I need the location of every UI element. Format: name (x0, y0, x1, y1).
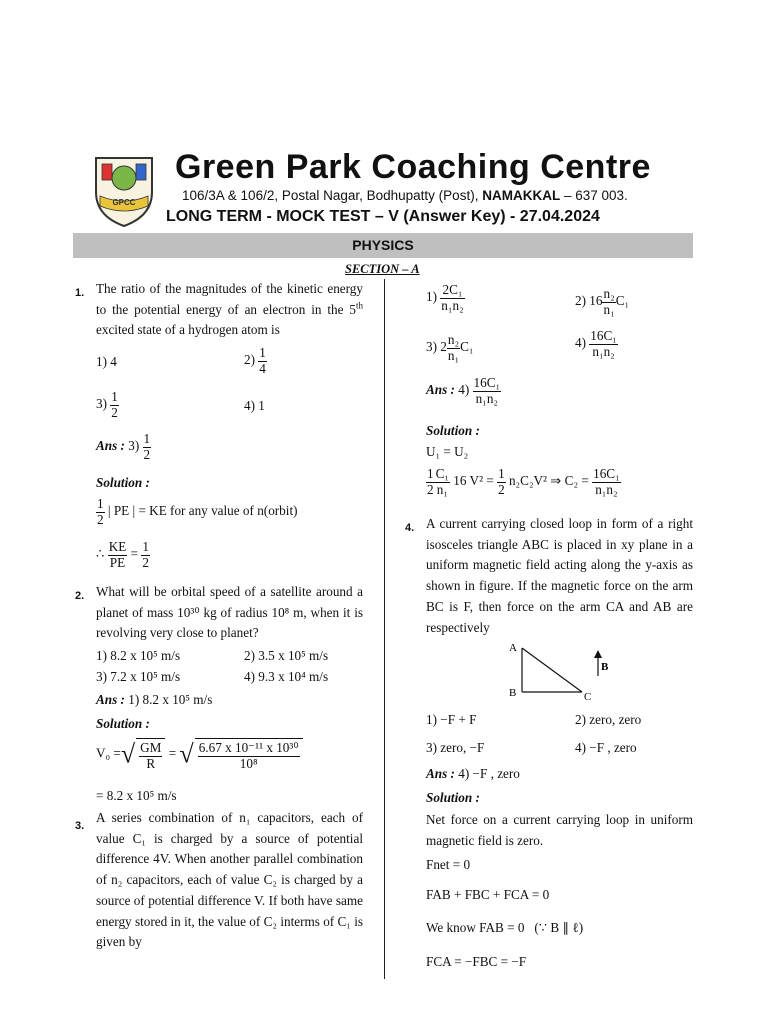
equals: = (165, 745, 180, 761)
numerator: 1 (259, 345, 266, 360)
field-b-label: B (601, 661, 609, 673)
fraction (435, 467, 450, 497)
denominator: n₁ (447, 347, 460, 363)
fraction (143, 432, 152, 462)
vertex-a-label: A (509, 642, 517, 654)
option-2 (244, 346, 267, 376)
denominator: n₁ (603, 301, 615, 317)
option-suffix: C₁ (615, 293, 630, 309)
vertex-b-label: B (509, 687, 517, 699)
denominator: 4 (259, 360, 266, 376)
numerator: 16C₁ (593, 466, 620, 481)
option-2: 2) 3.5 x 10⁵ m/s (244, 648, 329, 663)
logo-text: GPCC (112, 198, 136, 207)
question-text: What will be orbital speed of a satellite around a planet of mass 10³⁰ kg of radius 10⁸ m, when it is revolving very close to planet? (96, 584, 363, 641)
numerator: KE (108, 539, 127, 554)
option-4 (575, 329, 618, 359)
answer-value: 3) (124, 438, 140, 454)
address-city: NAMAKKAL (482, 188, 561, 203)
numerator: 1 (111, 389, 118, 404)
answer-label: Ans : (426, 766, 455, 781)
option-1: 1) −F + F (426, 712, 477, 727)
option-label: 3) (96, 396, 107, 412)
question-text: A series combination of n₁ capacitors, each of value C₁ is charged by a source of potential difference 4V. When another parallel combination of n₂ capacitors, each of value C₂ is charged by a source of potential difference V. If both have same energy stored in it, the value of C₂ interms of C₁ is given by (96, 810, 363, 950)
subject-bar: PHYSICS (73, 233, 693, 258)
coaching-centre-logo (88, 150, 160, 228)
answer-value: 1) 8.2 x 10⁵ m/s (124, 692, 213, 707)
numerator: 16C₁ (473, 375, 501, 390)
equation-part: We know FAB = 0 (426, 920, 525, 935)
numerator: GM (140, 740, 162, 755)
option-3: 3) zero, −F (426, 740, 485, 755)
option-3 (426, 333, 474, 363)
sqrt-body (195, 738, 303, 771)
equation-part: n₂C₂V² ⇒ C₂ = (508, 473, 593, 489)
option-2 (575, 287, 629, 317)
question-text: The ratio of the magnitudes of the kinetic energy to the potential energy of an electron in the 5th excited state of a hydrogen atom is (96, 281, 363, 338)
solution-equation: FCA = −FBC = −F (426, 954, 527, 969)
question-text: A current carrying closed loop in form of a right isosceles triangle ABC is placed in xy plane in a uniform magnetic field acting along the y-axis as shown in figure. If the magnetic force on the arm BC is F, then force on the arm CA and AB are respectively (426, 516, 693, 635)
denominator: n₁ (436, 481, 448, 497)
denominator: 2 (427, 481, 434, 497)
solution-label: Solution : (96, 475, 150, 490)
solution-line: U₁ = U₂ (426, 444, 469, 459)
option-4: 4) −F , zero (575, 740, 637, 755)
centre-title: Green Park Coaching Centre (175, 148, 651, 186)
solution-text: Net force on a current carrying loop in uniform magnetic field is zero. (426, 812, 693, 848)
option-4: 4) 1 (244, 398, 265, 413)
equation-lhs: V₀ = (96, 745, 121, 761)
question-number: 4. (405, 522, 415, 534)
equals: = (127, 546, 142, 562)
option-4: 4) 9.3 x 10⁴ m/s (244, 669, 329, 684)
option-3 (96, 390, 119, 420)
answer-label: Ans : (96, 438, 125, 454)
option-1: 1) 4 (96, 354, 117, 369)
answer-line (96, 692, 212, 708)
section-heading: SECTION – A (345, 262, 420, 276)
denominator: n₁n₂ (475, 390, 499, 406)
option-3: 3) 7.2 x 10⁵ m/s (96, 669, 181, 684)
answer-line (96, 432, 151, 462)
option-label: 2) 16 (575, 293, 603, 309)
option-1 (426, 283, 465, 313)
column-divider (384, 279, 385, 979)
solution-label: Solution : (426, 790, 480, 805)
denominator: PE (109, 554, 126, 570)
numerator: 1 (498, 466, 505, 481)
numerator: n₂ (447, 332, 460, 347)
solution-equation: FAB + FBC + FCA = 0 (426, 887, 550, 902)
centre-address (182, 188, 628, 203)
numerator: 1 (143, 431, 151, 446)
fraction (198, 741, 300, 771)
answer-label: Ans : (426, 382, 455, 398)
solution-equation (96, 738, 303, 771)
fraction (602, 287, 615, 317)
sqrt-body (136, 738, 165, 771)
denominator: 10⁸ (239, 755, 258, 771)
fraction (497, 467, 506, 497)
option-label: 1) (426, 289, 437, 305)
equation-part: 16 V² = (453, 473, 498, 489)
fraction (141, 540, 150, 570)
numerator: 1 (427, 466, 434, 481)
sqrt-symbol: √ (120, 739, 136, 769)
answer-label: Ans : (96, 692, 125, 707)
fraction (258, 346, 267, 376)
address-post: – 637 003. (560, 188, 628, 203)
option-2: 2) zero, zero (575, 712, 642, 727)
triangle-figure (500, 640, 620, 702)
test-title: LONG TERM - MOCK TEST – V (Answer Key) - 27.04.2024 (166, 208, 600, 225)
fraction (426, 467, 435, 497)
option-label: 3) 2 (426, 339, 447, 355)
solution-result: = 8.2 x 10⁵ m/s (96, 788, 177, 803)
denominator: 2 (143, 446, 151, 462)
fraction (473, 376, 502, 406)
denominator: 2 (498, 481, 505, 497)
answer-value: 4) (454, 382, 470, 398)
fraction (110, 390, 119, 420)
numerator: C₁ (435, 466, 449, 481)
fraction (108, 540, 128, 570)
solution-line (96, 540, 150, 570)
solution-text: | PE | = KE for any value of n(orbit) (104, 503, 298, 519)
numerator: 16C₁ (590, 328, 617, 343)
answer-line (426, 766, 520, 782)
fraction (96, 497, 105, 527)
option-1: 1) 8.2 x 10⁵ m/s (96, 648, 181, 663)
fraction (447, 333, 460, 363)
solution-equation (426, 467, 621, 497)
answer-value: 4) −F , zero (454, 766, 520, 781)
denominator: n₁n₂ (595, 481, 618, 497)
denominator: n₁n₂ (441, 297, 464, 313)
denominator: 2 (97, 511, 104, 527)
question-number: 2. (75, 590, 85, 602)
fraction (589, 329, 618, 359)
fraction (139, 741, 162, 771)
solution-label: Solution : (426, 423, 480, 438)
vertex-c-label: C (584, 691, 592, 702)
question-number: 3. (75, 820, 85, 832)
denominator: 2 (111, 404, 118, 420)
solution-equation: Fnet = 0 (426, 857, 471, 872)
equation-reason: (∵ B ∥ ℓ) (534, 920, 584, 935)
address-pre: 106/3A & 106/2, Postal Nagar, Bodhupatty (Post), (182, 188, 483, 203)
sqrt-symbol: √ (179, 739, 194, 769)
solution-label: Solution : (96, 716, 150, 731)
option-label: 2) (244, 352, 255, 368)
fraction (592, 467, 621, 497)
denominator: n₁n₂ (592, 343, 615, 359)
answer-line (426, 376, 501, 406)
option-label: 4) (575, 335, 586, 351)
therefore-symbol: ∴ (96, 546, 105, 562)
numerator: n₂ (603, 286, 615, 301)
denominator: 2 (142, 554, 149, 570)
solution-line (96, 497, 298, 527)
question-number: 1. (75, 287, 85, 299)
numerator: 6.67 x 10⁻¹¹ x 10³⁰ (198, 740, 299, 755)
fraction (440, 283, 464, 313)
numerator: 2C₁ (440, 283, 464, 299)
numerator: 1 (142, 539, 149, 554)
numerator: 1 (97, 496, 104, 511)
option-suffix: C₁ (460, 339, 474, 355)
denominator: R (146, 755, 156, 771)
solution-equation (426, 920, 583, 936)
